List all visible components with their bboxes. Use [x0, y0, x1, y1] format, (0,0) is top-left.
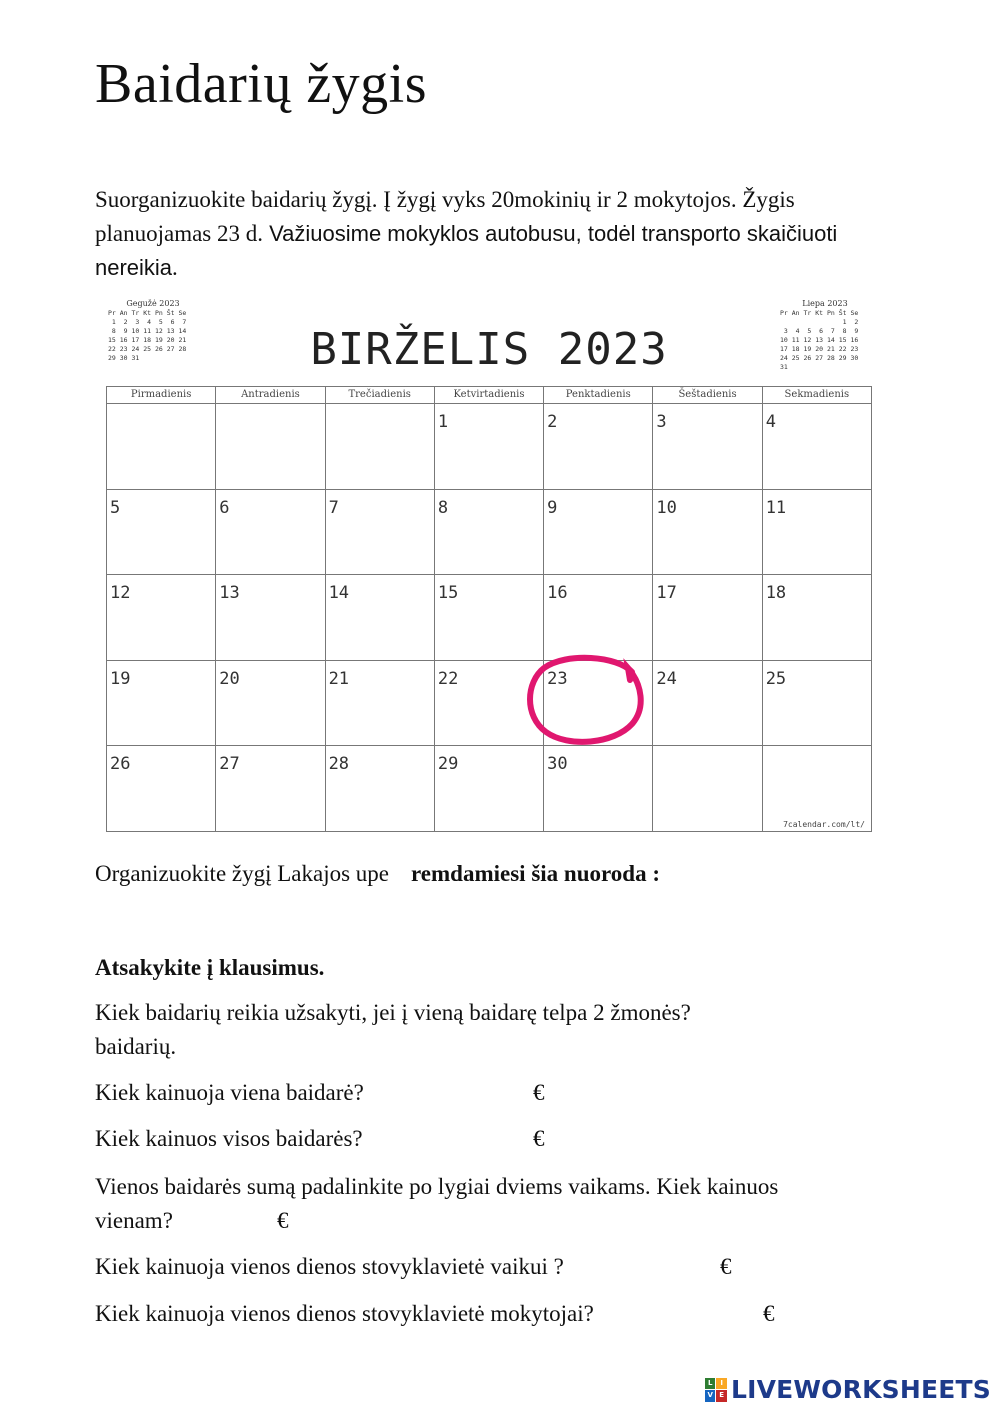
question-1: Kiek baidarių reikia užsakyti, jei į vieną baidarę telpa 2 žmonės?	[95, 1000, 691, 1025]
calendar-day-number: 1	[437, 412, 449, 432]
calendar	[106, 296, 872, 832]
calendar-day-cell	[653, 490, 762, 576]
mini-calendar-row: 24 25 26 27 28 29 30	[780, 354, 859, 362]
calendar-day-cell	[435, 661, 544, 747]
calendar-day-number: 10	[656, 497, 677, 518]
calendar-empty-cell	[216, 404, 325, 490]
calendar-grid	[106, 386, 872, 832]
calendar-week-row	[107, 404, 872, 490]
calendar-day-number: 18	[765, 583, 787, 603]
calendar-day-cell	[435, 746, 544, 832]
calendar-day-number: 5	[110, 497, 121, 518]
calendar-credit: 7calendar.com/lt/	[783, 819, 865, 829]
calendar-day-number: 26	[110, 754, 131, 774]
calendar-day-number: 3	[656, 412, 667, 432]
calendar-day-cell	[216, 575, 325, 661]
calendar-day-number: 7	[328, 497, 339, 518]
calendar-day-cell	[653, 661, 762, 747]
question-6: Kiek kainuoja vienos dienos stovyklavietė mokytojai?	[95, 1301, 594, 1326]
calendar-day-cell	[763, 661, 872, 747]
mini-calendar-row: Pr An Tr Kt Pn Št Se	[780, 309, 859, 317]
calendar-day-cell	[107, 746, 216, 832]
liveworksheets-logo-icon	[705, 1378, 727, 1402]
mini-calendar-title: Gegužė 2023	[126, 299, 180, 308]
calendar-day-cell	[107, 575, 216, 661]
logo-letter: V	[705, 1390, 716, 1402]
mini-calendar-row: 15 16 17 18 19 20 21	[108, 336, 187, 344]
question-1-unit: baidarių.	[95, 1034, 177, 1059]
weekday-header: Antradienis	[216, 387, 325, 404]
calendar-day-cell	[763, 404, 872, 490]
calendar-day-number: 23	[547, 668, 568, 689]
organize-link-label: remdamiesi šia nuoroda :	[411, 861, 660, 886]
question-2-currency: €	[533, 1080, 545, 1105]
mini-calendar-row: 10 11 12 13 14 15 16	[780, 336, 859, 344]
calendar-day-cell	[763, 575, 872, 661]
intro-transport-end: nereikia	[95, 255, 173, 280]
calendar-day-cell	[763, 490, 872, 576]
calendar-week-row	[107, 746, 872, 832]
calendar-day-number: 9	[547, 497, 558, 518]
calendar-day-number: 19	[110, 668, 131, 689]
calendar-day-number: 17	[656, 583, 677, 603]
question-6-currency: €	[763, 1301, 775, 1326]
calendar-empty-cell	[763, 746, 872, 832]
calendar-day-cell	[653, 575, 762, 661]
calendar-empty-cell	[653, 746, 762, 832]
calendar-day-number: 15	[437, 583, 459, 603]
calendar-day-cell	[216, 490, 325, 576]
calendar-day-cell	[326, 490, 435, 576]
mini-calendar-row: 29 30 31	[108, 354, 140, 362]
calendar-day-number: 8	[437, 497, 449, 518]
calendar-week-row	[107, 490, 872, 576]
mini-calendar-row: 17 18 19 20 21 22 23	[780, 345, 859, 353]
mini-calendar-row: 31	[780, 363, 788, 371]
calendar-day-number: 2	[547, 412, 558, 432]
intro-line-1: Suorganizuokite baidarių žygį. Į žygį vyks 20mokinių ir 2 mokytojos. Žygis	[95, 187, 795, 212]
intro-period: .	[172, 255, 178, 280]
mini-calendar-title: Liepa 2023	[802, 299, 848, 308]
calendar-day-cell	[544, 490, 653, 576]
logo-letter: E	[716, 1390, 727, 1402]
calendar-day-cell	[435, 575, 544, 661]
page-title: Baidarių žygis	[95, 53, 428, 115]
calendar-day-cell	[326, 661, 435, 747]
calendar-day-cell	[435, 490, 544, 576]
weekday-header: Penktadienis	[544, 387, 653, 404]
calendar-day-number: 6	[219, 497, 230, 518]
weekday-header: Pirmadienis	[107, 387, 216, 404]
weekday-header: Šeštadienis	[653, 387, 762, 404]
question-5-currency: €	[720, 1254, 732, 1279]
calendar-day-number: 21	[328, 668, 350, 689]
calendar-empty-cell	[326, 404, 435, 490]
intro-date: planuojamas 23 d.	[95, 221, 263, 246]
calendar-day-number: 4	[765, 412, 776, 432]
calendar-day-cell	[544, 746, 653, 832]
calendar-day-cell	[544, 575, 653, 661]
mini-calendar-row: 22 23 24 25 26 27 28	[108, 345, 187, 353]
organize-line	[95, 857, 660, 891]
calendar-day-cell	[544, 404, 653, 490]
calendar-day-number: 30	[547, 754, 568, 774]
organize-text: Organizuokite žygį Lakajos upe	[95, 861, 390, 886]
calendar-day-cell	[107, 661, 216, 747]
mini-calendar-row: 1 2	[780, 318, 859, 326]
question-5: Kiek kainuoja vienos dienos stovyklavietė vaikui ?	[95, 1254, 564, 1279]
logo-letter: L	[705, 1378, 716, 1390]
calendar-day-cell	[653, 404, 762, 490]
calendar-day-number: 29	[437, 754, 459, 774]
calendar-day-cell	[544, 661, 653, 747]
calendar-day-cell	[216, 661, 325, 747]
question-3: Kiek kainuos visos baidarės?	[95, 1126, 363, 1151]
calendar-week-row	[107, 575, 872, 661]
mini-calendar-row: 1 2 3 4 5 6 7	[108, 318, 187, 326]
question-3-currency: €	[533, 1126, 545, 1151]
calendar-day-number: 11	[765, 497, 787, 518]
calendar-day-cell	[216, 746, 325, 832]
intro-line-2	[95, 217, 955, 251]
intro-line-3	[95, 251, 955, 285]
calendar-day-cell	[107, 490, 216, 576]
question-4-line-2: vienam?	[95, 1208, 173, 1233]
brand-name: LIVEWORKSHEETS	[730, 1375, 991, 1404]
question-4-currency: €	[277, 1208, 289, 1233]
weekday-header-row	[107, 387, 872, 404]
mini-calendar-row: Pr An Tr Kt Pn Št Se	[108, 309, 187, 317]
calendar-empty-cell	[107, 404, 216, 490]
weekday-header: Trečiadienis	[326, 387, 435, 404]
questions-heading: Atsakykite į klausimus.	[95, 955, 325, 980]
calendar-day-number: 22	[437, 668, 459, 689]
calendar-day-number: 24	[656, 668, 677, 689]
calendar-day-number: 25	[765, 668, 787, 689]
calendar-day-number: 27	[219, 754, 240, 774]
mini-calendar-row: 3 4 5 6 7 8 9	[780, 327, 859, 335]
intro-paragraph	[95, 183, 955, 285]
logo-letter: I	[716, 1378, 727, 1390]
calendar-title: BIRŽELIS 2023	[310, 324, 668, 375]
calendar-day-number: 14	[328, 583, 350, 603]
intro-transport: Važiuosime mokyklos autobusu, todėl transporto skaičiuoti	[263, 221, 838, 246]
calendar-day-number: 28	[328, 754, 350, 774]
calendar-day-number: 12	[110, 583, 131, 603]
calendar-day-cell	[326, 746, 435, 832]
weekday-header: Sekmadienis	[763, 387, 872, 404]
weekday-header: Ketvirtadienis	[435, 387, 544, 404]
question-2: Kiek kainuoja viena baidarė?	[95, 1080, 364, 1105]
mini-calendar-row: 8 9 10 11 12 13 14	[108, 327, 187, 335]
calendar-day-cell	[435, 404, 544, 490]
liveworksheets-brand	[705, 1375, 991, 1404]
calendar-day-number: 20	[219, 668, 240, 689]
calendar-day-cell	[326, 575, 435, 661]
calendar-day-number: 16	[547, 583, 568, 603]
calendar-day-number: 13	[219, 583, 240, 603]
question-4-line-1: Vienos baidarės sumą padalinkite po lygiai dviems vaikams. Kiek kainuos	[95, 1174, 779, 1199]
calendar-week-row	[107, 661, 872, 747]
